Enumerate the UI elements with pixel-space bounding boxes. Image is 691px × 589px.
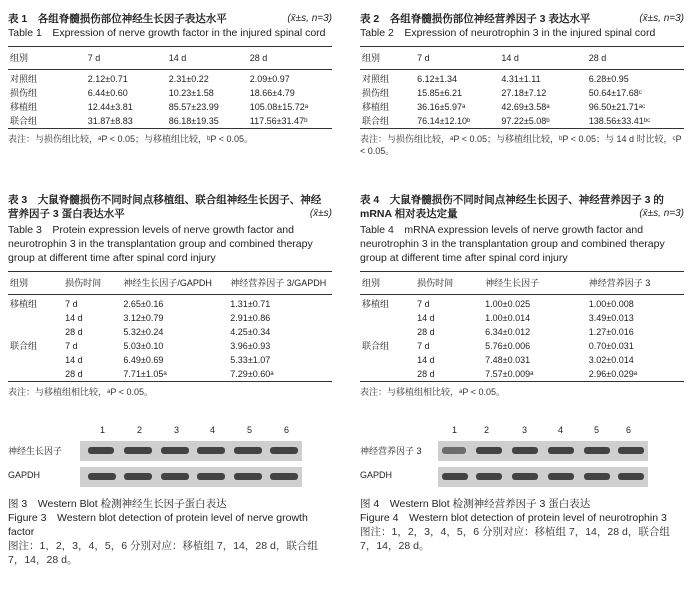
table-cell: 6.34±0.012 xyxy=(485,327,531,337)
lane-number: 1 xyxy=(452,425,458,435)
table1-header-cell: 14 d xyxy=(168,53,187,63)
table4-title-cn-2: mRNA 相对表达定量 xyxy=(360,208,458,220)
table-cell xyxy=(360,353,415,367)
table-cell: 联合组 xyxy=(10,116,38,126)
blot-band xyxy=(476,447,502,454)
blot-band xyxy=(548,473,574,480)
table-cell: 138.56±33.41ᵇᶜ xyxy=(588,116,651,126)
blot-band xyxy=(512,473,538,480)
blot-band xyxy=(512,447,538,454)
table-cell: 14 d xyxy=(65,355,83,365)
table2-block xyxy=(360,12,684,157)
table3 xyxy=(8,271,332,382)
table-cell: 28 d xyxy=(65,327,83,337)
table-cell: 7.71±1.05ᵃ xyxy=(123,369,167,379)
table-row xyxy=(8,114,332,129)
western-blot-image xyxy=(80,467,302,487)
table-row xyxy=(360,325,684,339)
table-cell: 移植组 xyxy=(10,299,38,309)
figure4-caption-cn: 图 4 Western Blot 检测神经营养因子 3 蛋白表达 xyxy=(360,498,591,510)
table-cell: 对照组 xyxy=(10,74,38,84)
table-row xyxy=(8,367,332,382)
table-row xyxy=(8,86,332,100)
table-cell: 6.44±0.60 xyxy=(87,88,128,98)
table-cell xyxy=(360,367,415,382)
table-cell xyxy=(8,367,63,382)
blot-band xyxy=(161,447,189,454)
figure4-lane-numbers xyxy=(360,425,684,437)
table-cell: 36.16±5.97ᵃ xyxy=(417,102,466,112)
table-cell: 18.66±4.79 xyxy=(249,88,295,98)
table-cell: 10.23±1.58 xyxy=(168,88,214,98)
table-cell: 85.57±23.99 xyxy=(168,102,219,112)
table-cell: 6.28±0.95 xyxy=(588,74,629,84)
table-cell: 2.31±0.22 xyxy=(168,74,209,84)
figure4-block xyxy=(360,425,684,553)
figure4-row1-label: 神经营养因子 3 xyxy=(360,446,422,456)
table-row xyxy=(360,353,684,367)
table-cell: 联合组 xyxy=(362,116,390,126)
blot-band xyxy=(161,473,189,480)
blot-band xyxy=(197,447,225,454)
table2-header-cell: 7 d xyxy=(417,53,430,63)
table-cell: 5.32±0.24 xyxy=(123,327,164,337)
table1-header-row xyxy=(8,47,332,70)
table-cell: 28 d xyxy=(65,369,83,379)
table3-title-en: Table 3 Protein expression levels of nerve growth factor and neurotrophin 3 in the transplantation group and combined therapy group at different time after spinal cord injury xyxy=(8,224,313,264)
blot-band xyxy=(442,473,468,480)
table-cell: 0.70±0.031 xyxy=(588,341,634,351)
table-cell: 移植组 xyxy=(362,299,390,309)
table-cell: 7.29±0.60ᵃ xyxy=(230,369,274,379)
table1-block xyxy=(8,12,332,145)
table-row xyxy=(8,325,332,339)
table-row xyxy=(360,367,684,382)
table-cell: 联合组 xyxy=(362,341,390,351)
table-cell: 86.18±19.35 xyxy=(168,116,219,126)
table1-note: 表注：与损伤组比较，ᵃP < 0.05；与移植组比较，ᵇP < 0.05。 xyxy=(8,134,253,144)
figure3-caption-cn: 图 3 Western Blot 检测神经生长因子蛋白表达 xyxy=(8,498,227,510)
table2-title-cn: 表 2 各组脊髓损伤部位神经营养因子 3 表达水平 xyxy=(360,13,591,25)
table2-stat: (x̄±s, n=3) xyxy=(639,13,684,24)
table3-header-cell: 损伤时间 xyxy=(65,278,102,288)
figure3-block xyxy=(8,425,332,567)
table-row xyxy=(8,295,332,312)
table-cell: 6.49±0.69 xyxy=(123,355,164,365)
table-cell: 对照组 xyxy=(362,74,390,84)
table3-header-cell: 组别 xyxy=(10,278,29,288)
figure4-caption-en: Figure 4 Western blot detection of protein level of neurotrophin 3 xyxy=(360,512,667,524)
table2 xyxy=(360,46,684,129)
blot-band xyxy=(618,447,644,454)
figure4-row-gapdh xyxy=(360,467,684,487)
table-cell: 96.50±21.71ᵃᶜ xyxy=(588,102,646,112)
table3-header-cell: 神经生长因子/GAPDH xyxy=(123,278,212,288)
table-cell: 28 d xyxy=(417,369,435,379)
table4-stat: (x̄±s, n=3) xyxy=(639,208,684,219)
blot-band xyxy=(584,473,610,480)
table-cell: 移植组 xyxy=(362,102,390,112)
table3-header-cell: 神经营养因子 3/GAPDH xyxy=(230,278,327,288)
table2-header-cell: 14 d xyxy=(501,53,519,63)
table-cell: 1.31±0.71 xyxy=(230,299,271,309)
table3-title-cn-2: 营养因子 3 蛋白表达水平 xyxy=(8,208,125,220)
table-cell: 1.00±0.025 xyxy=(485,299,531,309)
table3-header-row xyxy=(8,272,332,295)
blot-band xyxy=(270,473,298,480)
table1-stat: (x̄±s, n=3) xyxy=(287,13,332,24)
table-cell: 76.14±12.10ᵇ xyxy=(417,116,471,126)
table-row xyxy=(360,114,684,129)
table2-note: 表注：与损伤组比较，ᵃP < 0.05；与移植组比较，ᵇP < 0.05；与 14 d 时比较，ᶜP < 0.05。 xyxy=(360,134,682,156)
table-cell: 4.25±0.34 xyxy=(230,327,271,337)
table4-header-cell: 损伤时间 xyxy=(417,278,454,288)
figure3-row1-label: 神经生长因子 xyxy=(8,446,63,456)
table-cell xyxy=(8,325,63,339)
table-cell: 31.87±8.83 xyxy=(87,116,133,126)
table-row xyxy=(360,339,684,353)
figure3-lane-numbers xyxy=(8,425,332,437)
table-row xyxy=(360,100,684,114)
blot-band xyxy=(124,447,152,454)
table1-title-cn: 表 1 各组脊髓损伤部位神经生长因子表达水平 xyxy=(8,13,227,25)
lane-number: 6 xyxy=(284,425,290,435)
blot-band xyxy=(88,447,114,454)
figure3-row2-label: GAPDH xyxy=(8,470,41,480)
table4-header-cell: 神经营养因子 3 xyxy=(588,278,651,288)
table-cell: 1.00±0.014 xyxy=(485,313,531,323)
table-cell: 7.57±0.009ᵃ xyxy=(485,369,534,379)
table3-note: 表注：与移植组相比较，ᵃP < 0.05。 xyxy=(8,387,153,397)
blot-band xyxy=(197,473,225,480)
lane-number: 4 xyxy=(558,425,564,435)
table-row xyxy=(8,70,332,87)
table-cell: 2.12±0.71 xyxy=(87,74,128,84)
table2-header-cell: 组别 xyxy=(362,53,381,63)
table-cell xyxy=(360,311,415,325)
table-cell: 7 d xyxy=(417,299,430,309)
table4-header-row xyxy=(360,272,684,295)
table2-header-row xyxy=(360,47,684,70)
table1-header-cell: 28 d xyxy=(249,53,268,63)
table-cell: 损伤组 xyxy=(362,88,390,98)
table-cell: 12.44±3.81 xyxy=(87,102,133,112)
blot-band xyxy=(234,447,262,454)
table-cell xyxy=(360,325,415,339)
table1-header-cell: 组别 xyxy=(10,53,29,63)
table-cell: 1.27±0.016 xyxy=(588,327,634,337)
table2-header-cell: 28 d xyxy=(588,53,607,63)
table-cell: 28 d xyxy=(417,327,435,337)
lane-number: 6 xyxy=(626,425,632,435)
blot-band xyxy=(584,447,610,454)
table-cell: 7 d xyxy=(65,299,78,309)
table-row xyxy=(8,339,332,353)
blot-band xyxy=(124,473,152,480)
blot-band xyxy=(234,473,262,480)
blot-band xyxy=(88,473,116,480)
table2-title-en: Table 2 Expression of neurotrophin 3 in the injured spinal cord xyxy=(360,27,656,39)
table-row xyxy=(360,295,684,312)
figure4-row2-label: GAPDH xyxy=(360,470,393,480)
table4 xyxy=(360,271,684,382)
blot-band xyxy=(270,447,298,454)
figure3-row-ngf xyxy=(8,441,332,461)
table-cell: 7.48±0.031 xyxy=(485,355,531,365)
table-cell: 2.96±0.029ᵃ xyxy=(588,369,638,379)
table-cell: 15.85±6.21 xyxy=(417,88,463,98)
table-row xyxy=(8,311,332,325)
lane-number: 1 xyxy=(100,425,106,435)
table4-header-cell: 神经生长因子 xyxy=(485,278,540,288)
table-cell: 50.64±17.68ᶜ xyxy=(588,88,642,98)
table-cell: 14 d xyxy=(65,313,83,323)
blot-band xyxy=(442,447,466,454)
table-cell: 7 d xyxy=(65,341,78,351)
table1-title-en: Table 1 Expression of nerve growth factor in the injured spinal cord xyxy=(8,27,326,39)
table-cell xyxy=(8,311,63,325)
table-cell xyxy=(8,353,63,367)
table-cell: 1.00±0.008 xyxy=(588,299,634,309)
lane-number: 3 xyxy=(174,425,180,435)
table1 xyxy=(8,46,332,129)
table4-note: 表注：与移植组相比较，ᵃP < 0.05。 xyxy=(360,387,505,397)
table-cell: 损伤组 xyxy=(10,88,38,98)
table4-title-cn-1: 表 4 大鼠脊髓损伤不同时间点神经生长因子、神经营养因子 3 的 xyxy=(360,194,664,206)
table-cell: 105.08±15.72ᵃ xyxy=(249,102,309,112)
table-cell: 27.18±7.12 xyxy=(501,88,547,98)
western-blot-image xyxy=(80,441,302,461)
figure3-row-gapdh xyxy=(8,467,332,487)
blot-band xyxy=(548,447,574,454)
table-cell: 5.33±1.07 xyxy=(230,355,271,365)
table4-header-cell: 组别 xyxy=(362,278,381,288)
western-blot-image xyxy=(438,441,648,461)
table-cell: 2.91±0.86 xyxy=(230,313,271,323)
table-cell: 97.22±5.08ᵇ xyxy=(501,116,550,126)
blot-band xyxy=(618,473,644,480)
lane-number: 2 xyxy=(137,425,143,435)
table-cell: 2.09±0.97 xyxy=(249,74,290,84)
table4-title-en: Table 4 mRNA expression levels of nerve growth factor and neurotrophin 3 in the transplantation group and combined therapy group at different time after spinal cord injury xyxy=(360,224,665,264)
table-cell: 42.69±3.58ᵃ xyxy=(501,102,550,112)
table-cell: 14 d xyxy=(417,355,435,365)
table-cell: 14 d xyxy=(417,313,435,323)
table1-header-cell: 7 d xyxy=(87,53,101,63)
table-row xyxy=(8,353,332,367)
figure4-row-nt3 xyxy=(360,441,684,461)
figure3-note: 图注：1，2，3，4，5，6 分别对应：移植组 7，14，28 d，联合组 7，14，28 d。 xyxy=(8,540,318,566)
lane-number: 5 xyxy=(247,425,253,435)
table-row xyxy=(360,70,684,87)
table-cell: 5.76±0.006 xyxy=(485,341,531,351)
table-cell: 移植组 xyxy=(10,102,38,112)
table-cell: 6.12±1.34 xyxy=(417,74,458,84)
table-cell: 2.65±0.16 xyxy=(123,299,164,309)
figure4-note: 图注：1，2，3，4，5，6 分别对应：移植组 7，14，28 d，联合组 7，14，28 d。 xyxy=(360,526,670,552)
blot-band xyxy=(476,473,502,480)
table-cell: 4.31±1.11 xyxy=(501,74,541,84)
table-cell: 联合组 xyxy=(10,341,38,351)
table-cell: 117.56±31.47ᵇ xyxy=(249,116,308,126)
lane-number: 5 xyxy=(594,425,600,435)
table3-stat: (x̄±s) xyxy=(309,208,332,219)
table-row xyxy=(8,100,332,114)
table4-block xyxy=(360,193,684,398)
table-cell: 3.49±0.013 xyxy=(588,313,634,323)
table-row xyxy=(360,311,684,325)
table-row xyxy=(360,86,684,100)
table3-block xyxy=(8,193,332,398)
western-blot-image xyxy=(438,467,648,487)
table-cell: 7 d xyxy=(417,341,430,351)
table-cell: 3.96±0.93 xyxy=(230,341,271,351)
table-cell: 3.12±0.79 xyxy=(123,313,164,323)
lane-number: 3 xyxy=(522,425,528,435)
table3-title-cn-1: 表 3 大鼠脊髓损伤不同时间点移植组、联合组神经生长因子、神经 xyxy=(8,194,322,206)
lane-number: 2 xyxy=(484,425,490,435)
table-cell: 3.02±0.014 xyxy=(588,355,634,365)
figure3-caption-en: Figure 3 Western blot detection of protein level of nerve growth factor xyxy=(8,512,308,538)
table-cell: 5.03±0.10 xyxy=(123,341,164,351)
lane-number: 4 xyxy=(210,425,216,435)
